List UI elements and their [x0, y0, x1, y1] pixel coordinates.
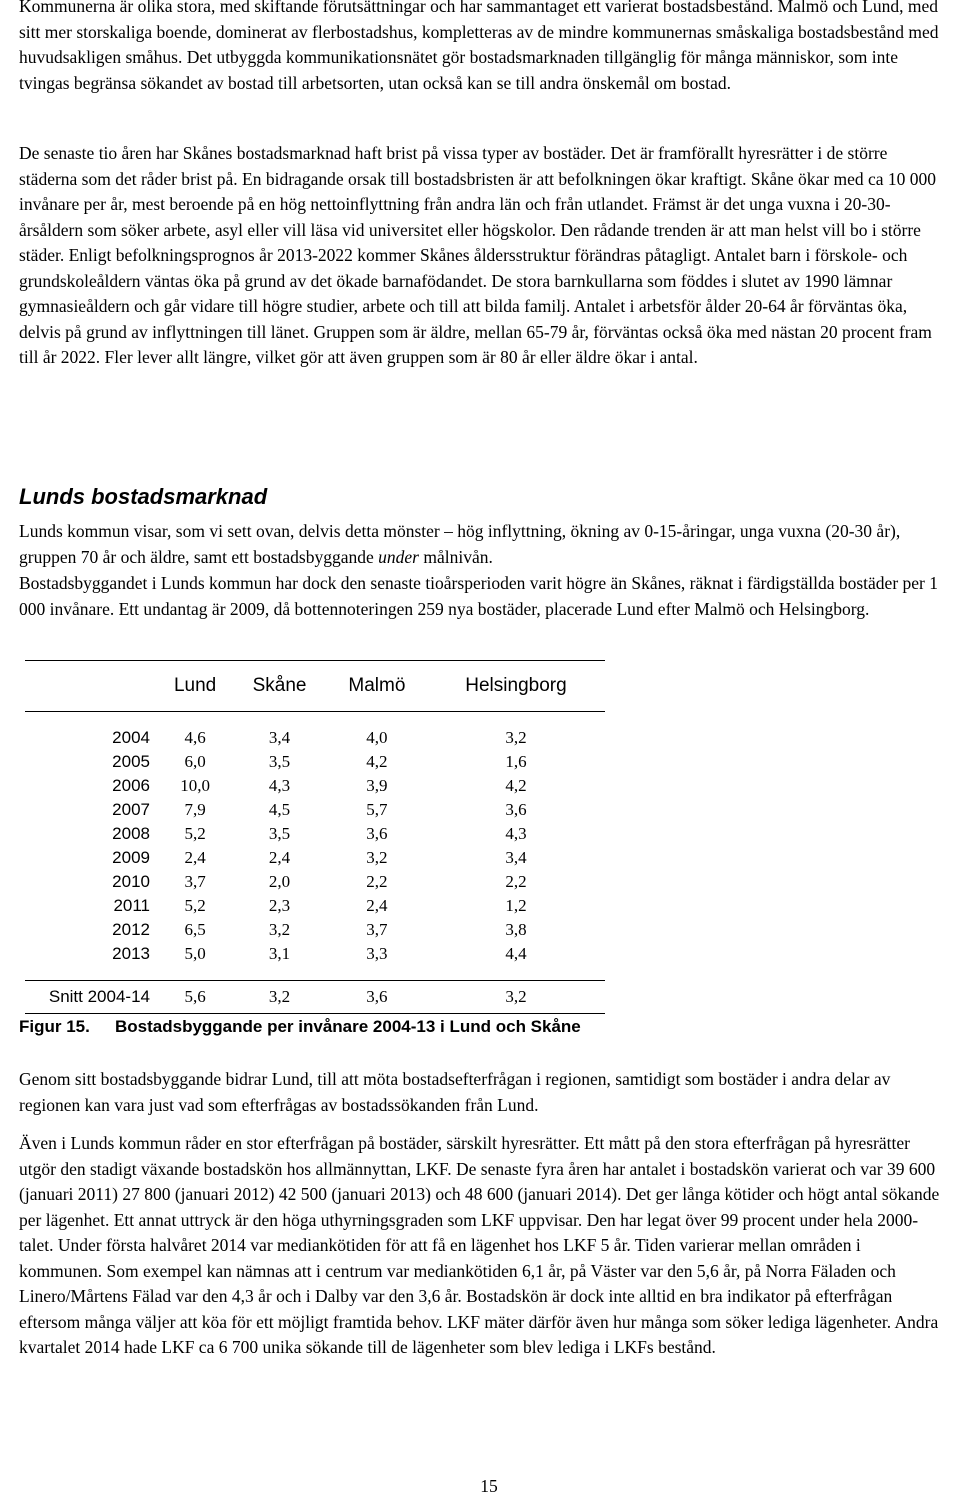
- table-year-cell: 2005: [112, 752, 150, 771]
- table-value-cell: 3,4: [505, 848, 527, 867]
- table-row: [25, 846, 605, 870]
- table-row: [25, 870, 605, 894]
- table-row: [25, 822, 605, 846]
- table-value-cell: 2,4: [184, 848, 206, 867]
- table-row: [25, 726, 605, 750]
- table-value-cell: 7,9: [184, 800, 206, 819]
- paragraph-regional-contribution: Genom sitt bostadsbyggande bidrar Lund, till att möta bostadsefterfrågan i regionen, samtidigt som bostäder i andra delar av regionen kan vara just vad som efterfrågas av bostadssökanden från Lund.: [19, 1069, 891, 1115]
- table-year-cell: 2006: [112, 776, 150, 795]
- table-row: [25, 918, 605, 942]
- table-value-cell: 4,0: [366, 728, 388, 747]
- table-value-cell: 3,2: [427, 981, 605, 1014]
- table-value-cell: 3,4: [268, 728, 291, 747]
- table-year-cell: 2013: [112, 944, 150, 963]
- emphasized-text: under: [378, 546, 419, 567]
- table-year-cell: 2004: [112, 728, 150, 747]
- table-row: [25, 774, 605, 798]
- table-value-cell: 2,4: [366, 896, 388, 915]
- paragraph-lund-building: Bostadsbyggandet i Lunds kommun har dock den senaste tioårsperioden varit högre än Skånes, räknat i färdigställda bostäder per 1 000 invånare. Ett undantag är 2009, då bottennoteringen 259 nya bostäder, placerade Lund efter Malmö och Helsingborg.: [19, 573, 938, 619]
- table-value-cell: 3,2: [268, 920, 291, 939]
- table-value-cell: 3,7: [184, 872, 206, 891]
- paragraph-lund-pattern: [19, 519, 944, 570]
- table-value-cell: 2,0: [268, 872, 291, 891]
- table-header-cell: Malmö: [327, 661, 427, 712]
- table-value-cell: 6,0: [184, 752, 206, 771]
- housing-construction-table: [25, 660, 605, 1014]
- table-header-row: [25, 661, 605, 712]
- table-value-cell: 3,1: [268, 944, 291, 963]
- table-header-cell: Lund: [158, 661, 232, 712]
- table-value-cell: 6,5: [184, 920, 206, 939]
- figure-title: Bostadsbyggande per invånare 2004-13 i Lund och Skåne: [115, 1017, 581, 1036]
- table-year-cell: 2008: [112, 824, 150, 843]
- table-value-cell: 4,3: [268, 776, 291, 795]
- table-value-cell: 3,6: [366, 824, 388, 843]
- table-value-cell: 3,6: [505, 800, 527, 819]
- table-year-cell: 2009: [112, 848, 150, 867]
- paragraph-text: målnivån.: [418, 546, 493, 567]
- paragraph-housing-queue: Även i Lunds kommun råder en stor efterfrågan på bostäder, särskilt hyresrätter. Ett mått på den stora efterfrågan på hyresrätter utgör den stadigt växande bostadskön hos allmännyttan, LKF. De senaste fyra åren har antalet i bostadskön varierat och var 39 600 (januari 2011) 27 800 (januari 2012) 42 500 (januari 2013) och 48 600 (januari 2014). Det ger långa kötider och högt antal sökande per lägenhet. Ett annat uttryck är den höga uthyrningsgraden som LKF uppvisar. Den har legat över 99 procent under hela 2000-talet. Under första halvåret 2014 var mediankötiden för att få en lägenhet hos LKF 5 år. Tiden varierar mellan områden i kommunen. Som exempel kan nämnas att i centrum var mediankötiden 6,1 år, på Väster var den 5,6 år, på Norra Fäladen och Linero/Mårtens Fälad var den 4,3 år och i Dalby var den 3,6 år. Bostadskön är dock inte alltid en bra indikator på efterfrågan eftersom många väljer att köa för ett möjligt framtida behov. LKF mäter därför även hur många som söker lediga lägenheter. Andra kvartalet 2014 hade LKF ca 6 700 unika sökande till de lägenheter som blev lediga i LKFs bestånd.: [19, 1133, 940, 1357]
- table-header-cell: Skåne: [232, 661, 327, 712]
- table-body: [25, 712, 605, 1014]
- table-year-cell: 2012: [112, 920, 150, 939]
- table-row: [25, 894, 605, 918]
- table-row: [25, 798, 605, 822]
- table-value-cell: 3,5: [268, 824, 291, 843]
- table-year-cell: 2010: [112, 872, 150, 891]
- table-value-cell: 2,3: [268, 896, 291, 915]
- table-value-cell: 4,5: [268, 800, 291, 819]
- table-value-cell: 2,4: [268, 848, 291, 867]
- table-value-cell: 5,6: [158, 981, 232, 1014]
- table-spacer-row: [25, 712, 605, 727]
- table-value-cell: 4,4: [505, 944, 527, 963]
- paragraph-text: Lunds kommun visar, som vi sett ovan, delvis detta mönster – hög inflyttning, ökning av 0-15-åringar, unga vuxna (20-30 år), gruppen 70 år och äldre, samt ett bostadsbyggande: [19, 521, 901, 567]
- table-row: [25, 942, 605, 966]
- table-header-cell: Helsingborg: [427, 661, 605, 712]
- table-average-row: [25, 981, 605, 1014]
- table-value-cell: 3,2: [232, 981, 327, 1014]
- table-header-cell: [25, 661, 158, 712]
- section-heading: Lunds bostadsmarknad: [19, 484, 268, 509]
- table-value-cell: 1,2: [505, 896, 527, 915]
- table-year-cell: 2011: [113, 896, 150, 915]
- table-value-cell: 5,7: [366, 800, 388, 819]
- table-spacer-row: [25, 966, 605, 981]
- table-year-cell: Snitt 2004-14: [25, 981, 158, 1014]
- table-value-cell: 4,6: [184, 728, 206, 747]
- table-value-cell: 3,5: [268, 752, 291, 771]
- table-value-cell: 3,2: [505, 728, 527, 747]
- table-value-cell: 4,2: [366, 752, 388, 771]
- table-value-cell: 3,7: [366, 920, 388, 939]
- table-value-cell: 3,6: [327, 981, 427, 1014]
- table-row: [25, 750, 605, 774]
- paragraph-housing-shortage: De senaste tio åren har Skånes bostadsmarknad haft brist på vissa typer av bostäder. Det är framförallt hyresrätter i de större städerna som det råder brist på. En bidragande orsak till bostadsbristen är att befolkningen ökar kraftigt. Skåne ökar med ca 10 000 invånare per år, mest beroende på en hög nettoinflyttning från andra län och från utlandet. Främst är det unga vuxna i 20-30-årsåldern som söker arbete, asyl eller vill läsa vid universitet eller högskolor. Den rådande trenden är att man helst vill bo i större städer. Enligt befolkningsprognos år 2013-2022 kommer Skånes åldersstruktur förändras påtagligt. Antalet barn i förskole- och grundskoleåldern väntas öka på grund av det ökade barnafödandet. De stora barnkullarna som föddes i slutet av 1990 lämnar gymnasieåldern och går vidare till högre studier, arbete och till att bilda familj. Antalet i arbetsför ålder 20-64 år förväntas öka, delvis på grund av inflyttningen till länet. Gruppen som är äldre, mellan 65-79 år, förväntas också öka med nästan 20 procent fram till år 2022. Fler lever allt längre, vilket gör att även gruppen som är 80 år eller äldre ökar i antal.: [19, 143, 937, 367]
- table-value-cell: 3,8: [505, 920, 527, 939]
- table-value-cell: 5,2: [184, 896, 206, 915]
- table-value-cell: 10,0: [180, 776, 210, 795]
- table-year-cell: 2007: [112, 800, 150, 819]
- table-value-cell: 5,0: [184, 944, 206, 963]
- table-value-cell: 3,3: [366, 944, 388, 963]
- table-value-cell: 3,9: [366, 776, 388, 795]
- table-value-cell: 3,2: [366, 848, 388, 867]
- table-value-cell: 4,3: [505, 824, 527, 843]
- table-value-cell: 2,2: [366, 872, 388, 891]
- table-value-cell: 1,6: [505, 752, 527, 771]
- page-number: 15: [480, 1476, 498, 1496]
- table-value-cell: 2,2: [505, 872, 527, 891]
- table-value-cell: 5,2: [184, 824, 206, 843]
- table-value-cell: 4,2: [505, 776, 527, 795]
- figure-number: Figur 15.: [19, 1017, 90, 1036]
- figure-caption: [19, 1017, 581, 1037]
- paragraph-housing-overview: Kommunerna är olika stora, med skiftande förutsättningar och har sammantaget ett varierat bostadsbestånd. Malmö och Lund, med sitt mer storskaliga boende, dominerat av flerbostadshus, kompletteras av de mindre kommunernas småskaliga bostadsbestånd med huvudsakligen småhus. Det utbyggda kommunikationsnätet gör bostadsmarknaden tillgänglig för många människor, som inte tvingas begränsa sökandet av bostad till arbetsorten, utan också kan se till andra önskemål om bostad.: [19, 0, 939, 93]
